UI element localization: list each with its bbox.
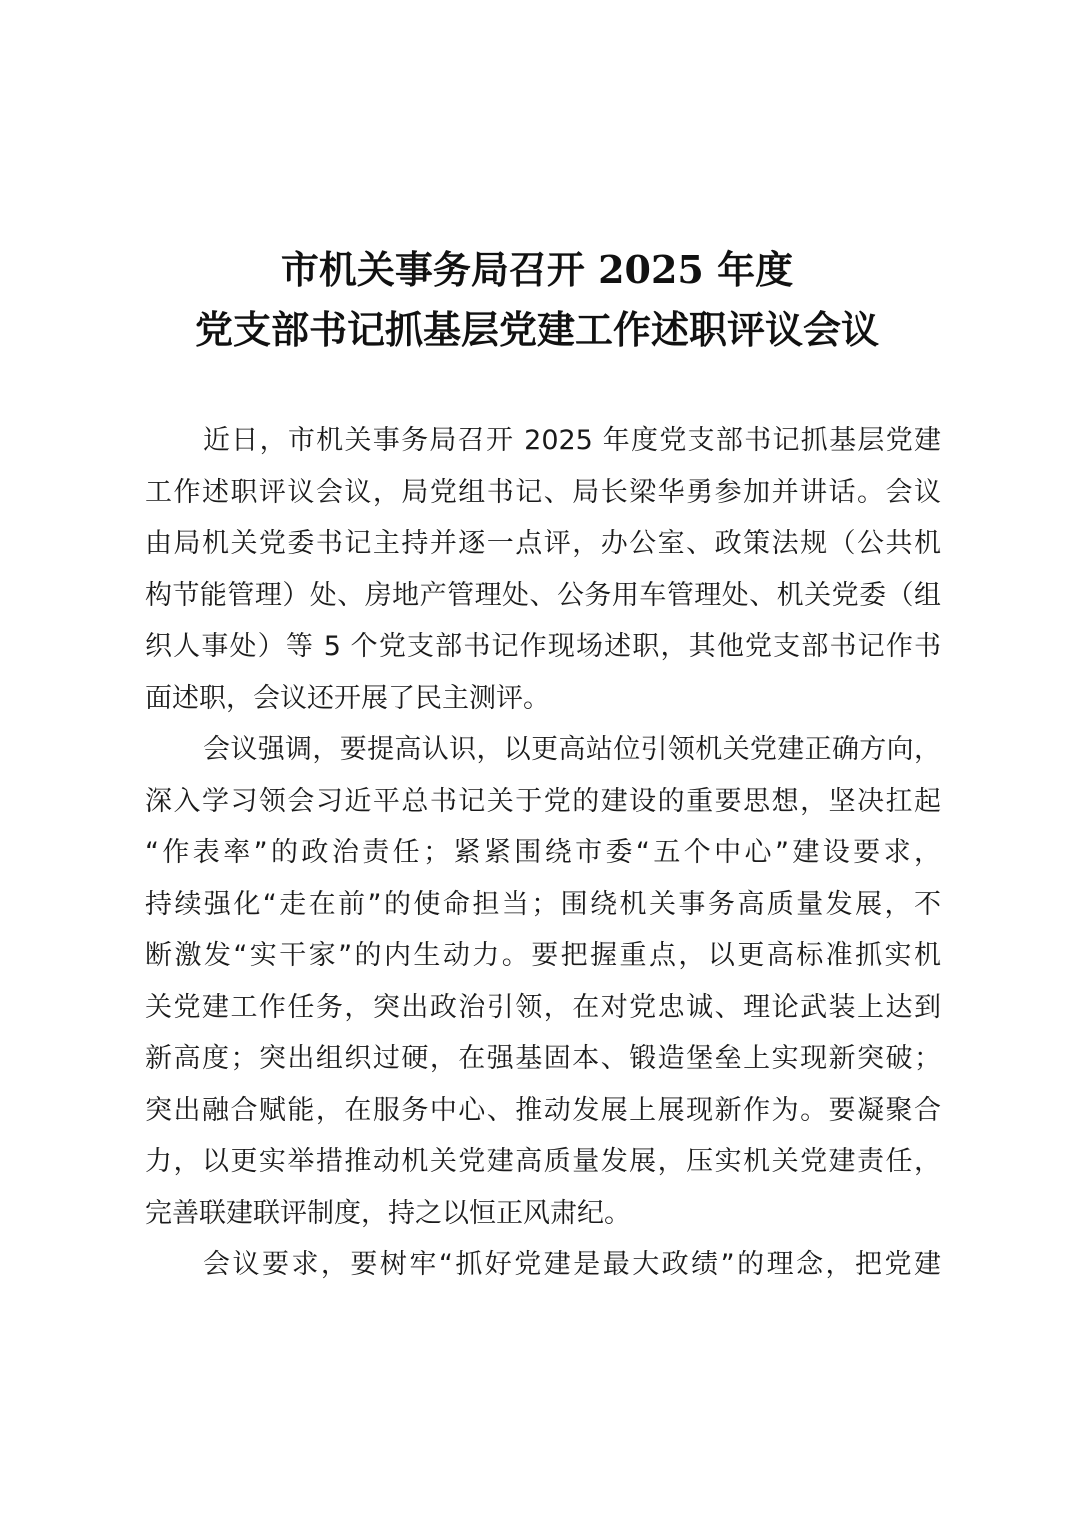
paragraph-line: 面述职，会议还开展了民主测评。 xyxy=(145,682,550,714)
paragraph-line: “作表率”的政治责任；紧紧围绕市委“五个中心”建设要求， xyxy=(145,837,941,868)
paragraph-line: 完善联建联评制度，持之以恒正风肃纪。 xyxy=(145,1197,631,1229)
paragraph-line: 由局机关党委书记主持并逐一点评，办公室、政策法规（公共机 xyxy=(145,528,941,559)
paragraph-line: 工作述职评议会议，局党组书记、局长梁华勇参加并讲话。会议 xyxy=(145,476,941,508)
paragraph-line: 突出融合赋能，在服务中心、推动发展上展现新作为。要凝聚合 xyxy=(145,1094,941,1126)
title-line-2: 党支部书记抓基层党建工作述职评议会议 xyxy=(194,307,879,352)
paragraph-line: 新高度；突出组织过硬，在强基固本、锻造堡垒上实现新突破； xyxy=(145,1043,941,1074)
paragraph-3 xyxy=(145,1239,941,1291)
paragraph-line: 深入学习领会习近平总书记关于党的建设的重要思想，坚决扛起 xyxy=(145,785,941,817)
paragraph-line: 持续强化“走在前”的使命担当；围绕机关事务高质量发展，不 xyxy=(145,888,941,920)
paragraph-line: 构节能管理）处、房地产管理处、公务用车管理处、机关党委（组 xyxy=(145,579,941,611)
paragraph-1 xyxy=(145,415,941,724)
paragraph-line: 断激发“实干家”的内生动力。要把握重点，以更高标准抓实机 xyxy=(145,940,941,971)
paragraph-line: 力，以更实举措推动机关党建高质量发展，压实机关党建责任， xyxy=(145,1146,941,1177)
paragraph-line: 关党建工作任务，突出政治引领，在对党忠诚、理论武装上达到 xyxy=(145,991,941,1023)
title-line-1: 市机关事务局召开 2025 年度 xyxy=(280,247,794,292)
paragraph-2 xyxy=(145,724,941,1239)
document-title xyxy=(0,240,1074,360)
document-body xyxy=(145,415,941,1291)
paragraph-line: 会议要求，要树牢“抓好党建是最大政绩”的理念，把党建 xyxy=(203,1249,941,1280)
paragraph-line: 近日，市机关事务局召开 2025 年度党支部书记抓基层党建 xyxy=(203,425,941,456)
paragraph-line: 会议强调，要提高认识，以更高站位引领机关党建正确方向， xyxy=(203,734,941,765)
paragraph-line: 织人事处）等 5 个党支部书记作现场述职，其他党支部书记作书 xyxy=(145,631,941,662)
